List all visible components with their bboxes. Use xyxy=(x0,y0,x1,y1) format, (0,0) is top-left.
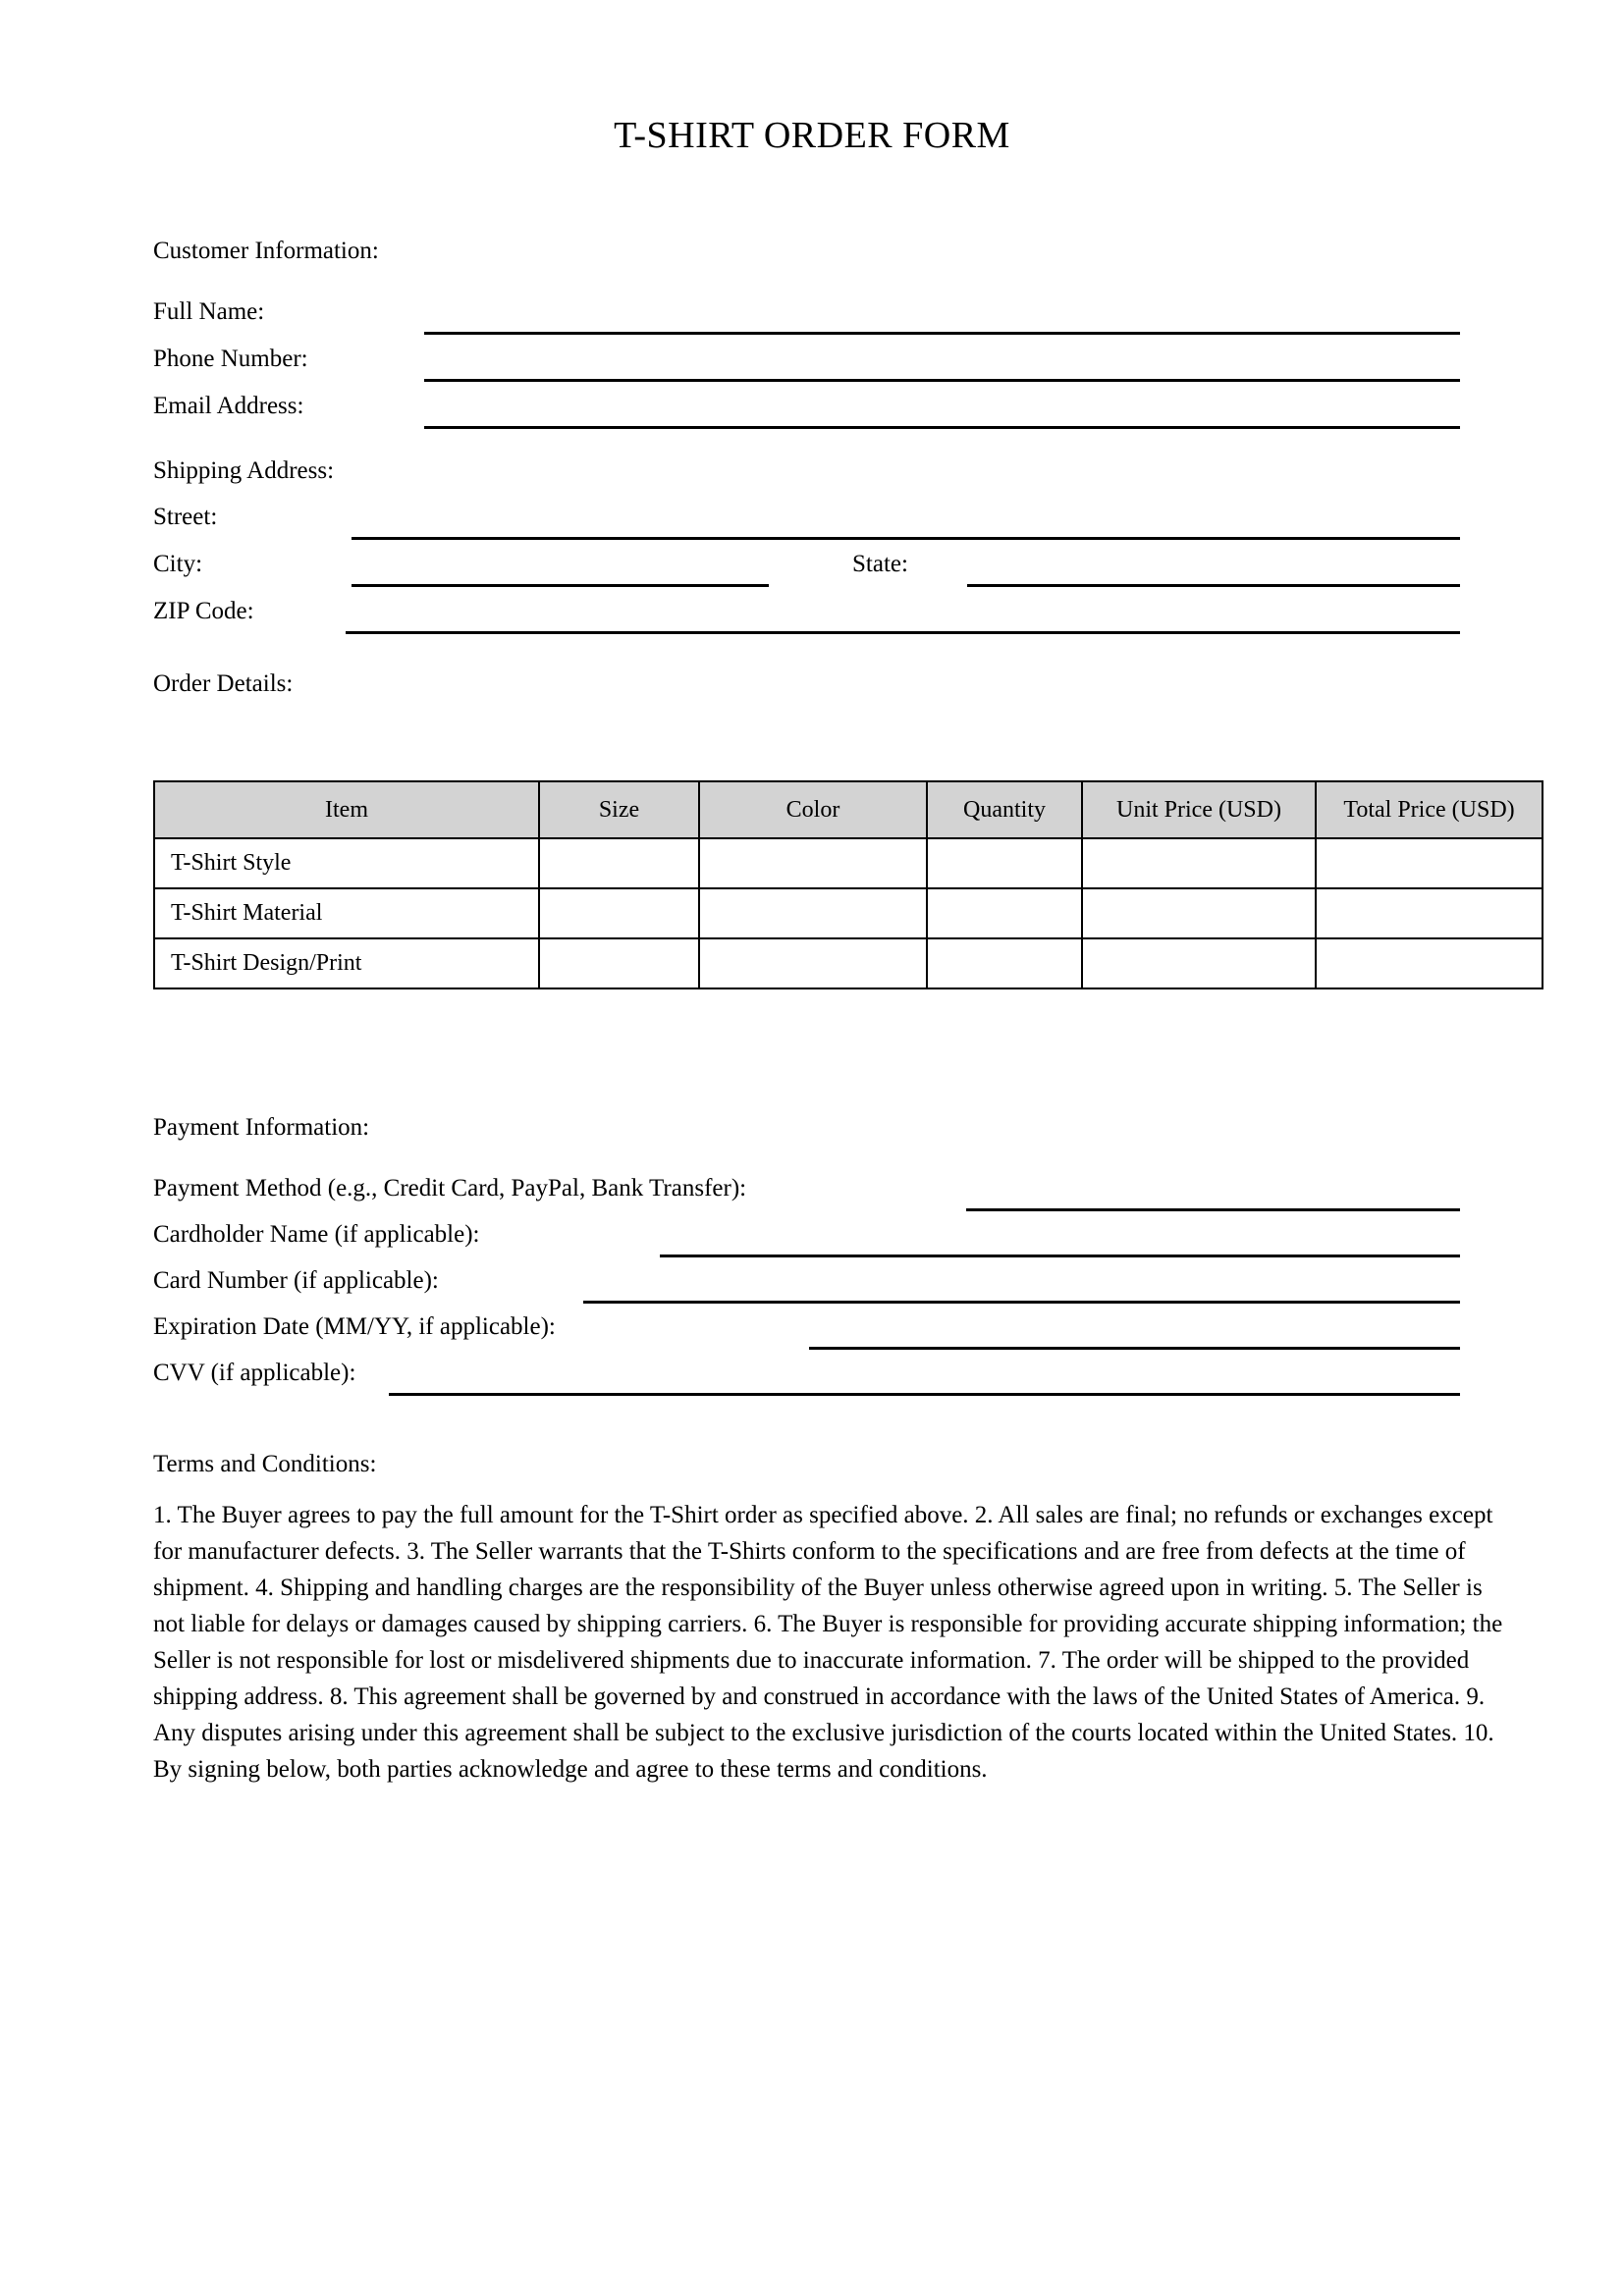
cell-unit-price[interactable] xyxy=(1082,888,1316,938)
card-number-input[interactable] xyxy=(583,1301,1460,1304)
table-row xyxy=(154,888,1543,938)
payment-method-label: Payment Method (e.g., Credit Card, PayPal, Bank Transfer): xyxy=(153,1175,747,1201)
cell-size[interactable] xyxy=(539,838,699,888)
cell-quantity[interactable] xyxy=(927,838,1082,888)
order-details-table xyxy=(153,780,1543,989)
payment-information-heading: Payment Information: xyxy=(153,1114,370,1141)
cardholder-name-input[interactable] xyxy=(660,1255,1460,1257)
street-input[interactable] xyxy=(352,537,1460,540)
column-header-color: Color xyxy=(699,781,927,838)
cell-quantity[interactable] xyxy=(927,888,1082,938)
cell-unit-price[interactable] xyxy=(1082,838,1316,888)
cell-color[interactable] xyxy=(699,938,927,988)
phone-number-input[interactable] xyxy=(424,379,1460,382)
state-input[interactable] xyxy=(967,584,1460,587)
shipping-address-heading: Shipping Address: xyxy=(153,457,335,484)
full-name-input[interactable] xyxy=(424,332,1460,335)
terms-and-conditions-heading: Terms and Conditions: xyxy=(153,1451,377,1477)
cell-size[interactable] xyxy=(539,888,699,938)
order-details-heading: Order Details: xyxy=(153,670,294,697)
expiration-date-input[interactable] xyxy=(809,1347,1460,1350)
full-name-label: Full Name: xyxy=(153,298,265,325)
email-address-label: Email Address: xyxy=(153,393,304,419)
column-header-total-price: Total Price (USD) xyxy=(1316,781,1543,838)
email-address-input[interactable] xyxy=(424,426,1460,429)
state-label: State: xyxy=(852,551,908,577)
phone-number-label: Phone Number: xyxy=(153,346,308,372)
cell-total-price[interactable] xyxy=(1316,888,1543,938)
cell-size[interactable] xyxy=(539,938,699,988)
cell-unit-price[interactable] xyxy=(1082,938,1316,988)
cvv-label: CVV (if applicable): xyxy=(153,1360,356,1386)
page-title: T-SHIRT ORDER FORM xyxy=(614,115,1010,156)
cardholder-name-label: Cardholder Name (if applicable): xyxy=(153,1221,480,1248)
zip-code-input[interactable] xyxy=(346,631,1460,634)
cvv-input[interactable] xyxy=(389,1393,1460,1396)
card-number-label: Card Number (if applicable): xyxy=(153,1267,439,1294)
cell-item: T-Shirt Style xyxy=(154,838,539,888)
cell-item: T-Shirt Design/Print xyxy=(154,938,539,988)
payment-method-input[interactable] xyxy=(966,1208,1460,1211)
zip-code-label: ZIP Code: xyxy=(153,598,254,624)
cell-item: T-Shirt Material xyxy=(154,888,539,938)
column-header-unit-price: Unit Price (USD) xyxy=(1082,781,1316,838)
column-header-size: Size xyxy=(539,781,699,838)
table-row xyxy=(154,938,1543,988)
column-header-quantity: Quantity xyxy=(927,781,1082,838)
column-header-item: Item xyxy=(154,781,539,838)
cell-color[interactable] xyxy=(699,838,927,888)
cell-color[interactable] xyxy=(699,888,927,938)
city-label: City: xyxy=(153,551,203,577)
table-row xyxy=(154,838,1543,888)
street-label: Street: xyxy=(153,504,218,530)
cell-quantity[interactable] xyxy=(927,938,1082,988)
table-header-row xyxy=(154,781,1543,838)
customer-information-heading: Customer Information: xyxy=(153,238,379,264)
terms-and-conditions-body: 1. The Buyer agrees to pay the full amount for the T-Shirt order as specified above. 2. All sales are final; no refunds or exchanges except for manufacturer defects. 3. The Seller warrants that the T-Shirts conform to the specifications and are free from defects at the time of shipment. 4. Shipping and handling charges are the responsibility of the Buyer unless otherwise agreed upon in writing. 5. The Seller is not liable for delays or damages caused by shipping carriers. 6. The Buyer is responsible for providing accurate shipping information; the Seller is not responsible for lost or misdelivered shipments due to inaccurate information. 7. The order will be shipped to the provided shipping address. 8. This agreement shall be governed by and construed in accordance with the laws of the United States of America. 9. Any disputes arising under this agreement shall be subject to the exclusive jurisdiction of the courts located within the United States. 10. By signing below, both parties acknowledge and agree to these terms and conditions. xyxy=(153,1502,1503,1783)
city-input[interactable] xyxy=(352,584,769,587)
cell-total-price[interactable] xyxy=(1316,938,1543,988)
expiration-date-label: Expiration Date (MM/YY, if applicable): xyxy=(153,1313,556,1340)
cell-total-price[interactable] xyxy=(1316,838,1543,888)
